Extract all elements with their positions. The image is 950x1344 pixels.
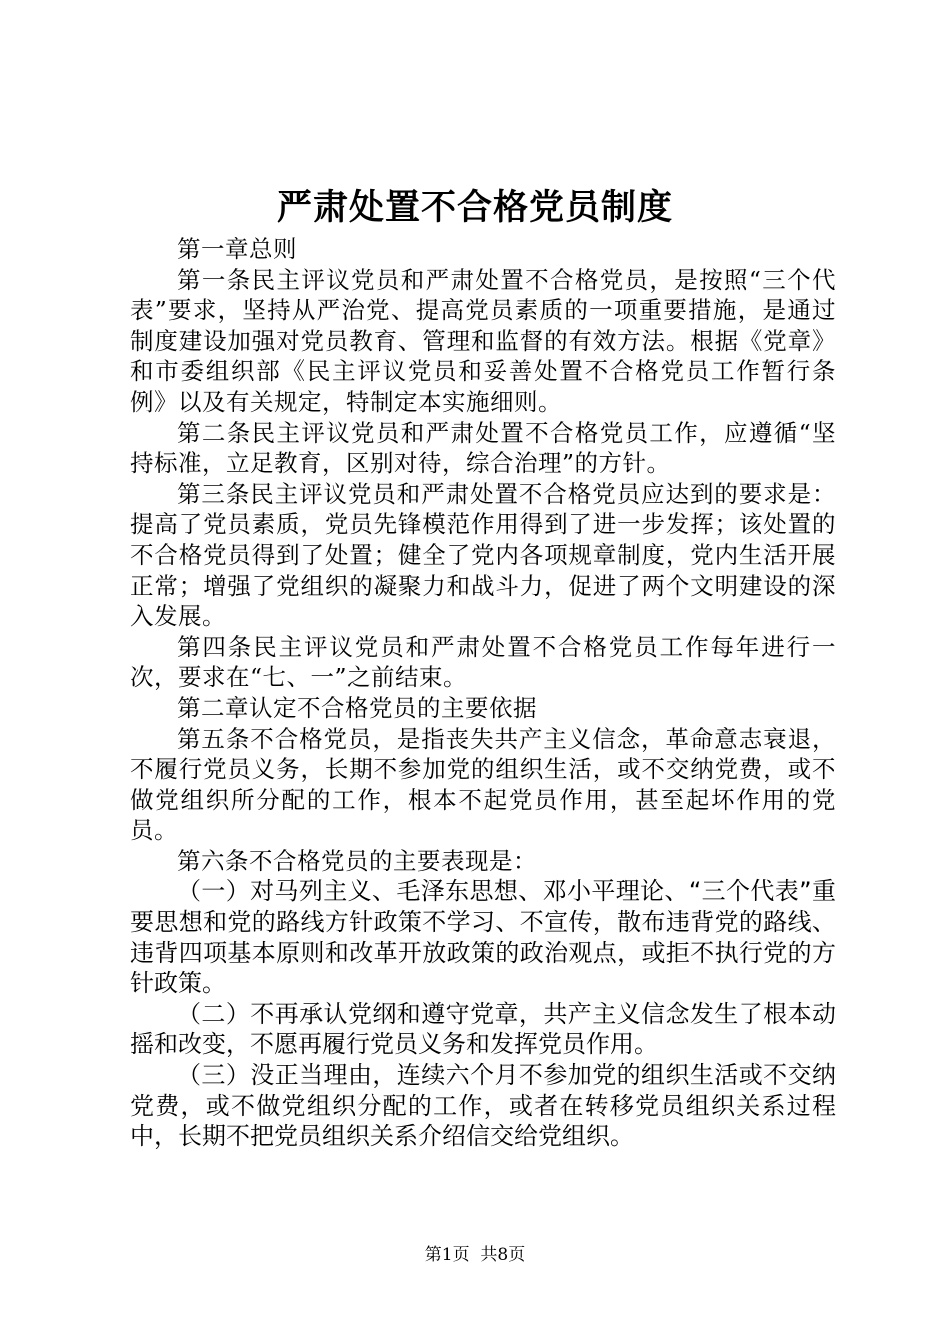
article-paragraph: 第三条民主评议党员和严肃处置不合格党员应达到的要求是：提高了党员素质，党员先锋模范作用得到了进一步发挥；该处置的不合格党员得到了处置；健全了党内各项规章制度，党内生活开展正常；增强了党组织的凝聚力和战斗力，促进了两个文明建设的深入发展。	[130, 479, 836, 631]
article-paragraph: 第二条民主评议党员和严肃处置不合格党员工作，应遵循“坚持标准，立足教育，区别对待，综合治理”的方针。	[130, 418, 836, 478]
list-item-paragraph: （一）对马列主义、毛泽东思想、邓小平理论、“三个代表”重要思想和党的路线方针政策不学习、不宣传，散布违背党的路线、违背四项基本原则和改革开放政策的政治观点，或拒不执行党的方针政策。	[130, 877, 836, 998]
chapter-heading: 第一章总则	[177, 235, 297, 263]
article-paragraph: 第一条民主评议党员和严肃处置不合格党员，是按照“三个代表”要求，坚持从严治党、提高党员素质的一项重要措施，是通过制度建设加强对党员教育、管理和监督的有效方法。根据《党章》和市委组织部《民主评议党员和妥善处置不合格党员工作暂行条例》以及有关规定，特制定本实施细则。	[130, 265, 836, 416]
page-total: 共8页	[480, 1245, 526, 1265]
list-item-paragraph: （二）不再承认党纲和遵守党章，共产主义信念发生了根本动摇和改变，不愿再履行党员义务和发挥党员作用。	[130, 999, 836, 1059]
page-number: 第1页	[424, 1245, 470, 1265]
footer-separator	[470, 1245, 481, 1265]
list-item-paragraph: （三）没正当理由，连续六个月不参加党的组织生活或不交纳党费，或不做党组织分配的工作，或者在转移党员组织关系过程中，长期不把党员组织关系介绍信交给党组织。	[130, 1061, 836, 1151]
document-title: 严肃处置不合格党员制度	[276, 187, 673, 228]
chapter-heading: 第二章认定不合格党员的主要依据	[177, 693, 537, 722]
article-paragraph: 第六条不合格党员的主要表现是：	[177, 846, 537, 875]
article-paragraph: 第四条民主评议党员和严肃处置不合格党员工作每年进行一次，要求在“七、一”之前结束。	[130, 632, 836, 692]
article-paragraph: 第五条不合格党员，是指丧失共产主义信念，革命意志衰退，不履行党员义务，长期不参加党的组织生活，或不交纳党费，或不做党组织所分配的工作，根本不起党员作用，甚至起坏作用的党员。	[130, 724, 836, 845]
document-body	[130, 234, 836, 1152]
page-footer	[0, 1244, 950, 1266]
